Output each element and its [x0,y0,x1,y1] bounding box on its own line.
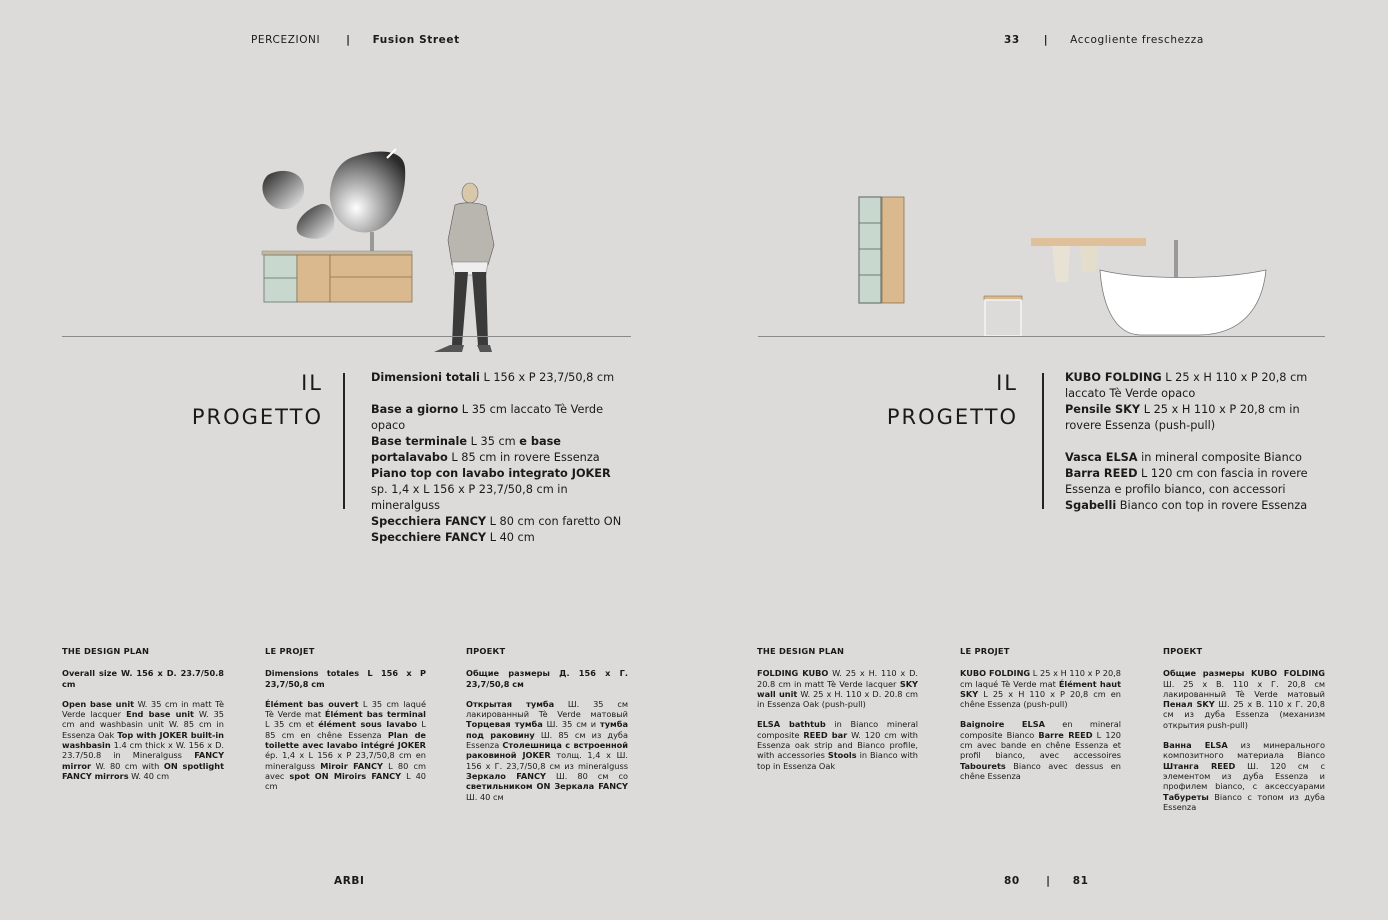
term-detail: Ш. 35 см и [542,719,600,730]
term-detail: Ш. 85 см из дуба Essenza [466,729,628,751]
term-detail: Ш. 35 см лакированный Tè Verde матовый [466,698,628,720]
spec-item [371,466,628,514]
spacer [62,689,224,699]
page-number-left: 80 [1004,875,1020,887]
left-column-english [62,646,224,781]
bold-term: Зеркала FANCY [550,781,628,792]
term-detail: in mineral composite Bianco [1137,451,1302,464]
term-detail: L 156 x P 23,7/50,8 cm [479,371,615,384]
bold-term: Miroirs FANCY [328,770,402,781]
term-detail: in Bianco mineral composite [757,719,918,740]
brand-footer: ARBI [334,875,365,887]
spec-item [1065,498,1315,514]
left-column-russian [466,646,628,802]
spacer [960,709,1121,719]
bold-term: Штанга REED [1163,760,1236,771]
term-detail: L 40 cm [265,770,426,792]
bold-term: SKY wall unit [757,678,918,699]
column-heading: THE DESIGN PLAN [62,646,150,656]
spec-item [371,434,628,466]
right-column-english [757,646,918,771]
column-heading: ПРОЕКТ [466,646,506,656]
bold-term: Sgabelli [1065,499,1117,512]
bold-term: Piano top con lavabo integrato JOKER [371,467,611,480]
term-detail: 1.4 cm thick x W. 156 x D. 23.7/50.8 in Mineralguss [62,740,224,761]
bold-term: Open base unit [62,698,135,709]
term-detail: W. 120 cm with Essenza oak strip and Bianco profile, with accessories [757,729,918,761]
header-page-number: 33 [1004,34,1020,46]
right-floor-line [758,336,1325,337]
bold-term: Общие размеры Д. 156 x Г. 23,7/50,8 см [466,668,628,689]
spacer [1065,434,1315,450]
elsa-bathtub [1100,240,1266,335]
column-heading: LE PROJET [265,646,315,656]
bold-term: Baignoire ELSA [960,719,1045,730]
chapter-title: Accogliente freschezza [1070,34,1204,46]
title-line-2: PROGETTO [886,405,1018,429]
column-heading: LE PROJET [960,646,1010,656]
term-detail: L 80 cm con faretto ON [486,515,622,528]
bold-term: Пенал SKY [1163,699,1215,710]
footer-separator: | [1046,875,1051,887]
bold-term: Табуреты [1163,791,1209,802]
bold-term: Торцевая тумба [466,719,543,730]
sky-wall-unit [882,197,904,303]
spec-item [1065,466,1315,498]
bold-term: Élément bas ouvert [265,698,359,709]
section-label: PERCEZIONI [251,34,321,46]
bold-term: Base terminale [371,435,468,448]
header-separator: | [1043,34,1049,46]
term-detail: Ш. 40 см [466,791,504,802]
right-section-title [855,366,1018,434]
column-paragraph [265,699,426,792]
bold-term: Tabourets [960,760,1006,771]
term-detail: W. 40 cm [128,770,170,781]
spacer [466,689,628,699]
right-bathroom-elevation [0,0,1388,360]
bold-term: spot ON [289,770,329,781]
term-detail: W. 25 x H. 110 x D. 20.8 cm in Essenza Oak (push-pull) [757,688,918,710]
bold-term: светильником ON [466,781,551,792]
spacer [1163,730,1325,740]
column-heading: THE DESIGN PLAN [757,646,845,656]
spec-item [1065,402,1315,434]
term-detail: L 120 cm con fascia in rovere Essenza e profilo bianco, con accessori [1065,467,1308,496]
bold-term: Общие размеры KUBO FOLDING [1163,668,1325,679]
left-section-title [160,366,323,434]
spec-item [371,514,628,530]
term-detail: L 25 x H 110 x P 20,8 cm in rovere Essenza (push-pull) [1065,403,1300,432]
right-title-divider [1042,373,1044,509]
left-title-divider [343,373,345,509]
spacer [371,386,628,402]
term-detail: Bianco avec dessus en chêne Essenza [960,760,1121,781]
title-line-2: PROGETTO [191,405,323,429]
bold-term: FOLDING KUBO [757,668,829,679]
bold-term: FANCY mirrors [62,770,129,781]
term-detail: Bianco с топом из дуба Essenza [1163,791,1325,812]
term-detail: L 85 cm in rovere Essenza [447,451,600,464]
bold-term: Зеркало FANCY [466,770,546,781]
term-detail: W. 25 x H. 110 x D. 20.8 cm in matt Tè Verde lacquer [757,668,918,689]
column-heading: ПРОЕКТ [1163,646,1203,656]
term-detail: L 35 cm [467,435,520,448]
term-detail: L 40 cm [486,531,535,544]
left-spec-list [371,370,628,546]
bold-term: ON spotlight [163,760,224,771]
page-numbers [1004,875,1089,887]
bold-term: End base unit [120,709,194,720]
spec-item [371,402,628,434]
term-detail: Bianco con top in rovere Essenza [1116,499,1308,512]
column-paragraph [62,699,224,781]
term-detail: Ш. 25 x В. 110 x Г. 20,8 см лакированный Tè Verde матовый [1163,678,1325,699]
term-detail: en mineral composite Bianco [960,719,1121,740]
column-paragraph [466,668,628,689]
bold-term: Top with JOKER built-in washbasin [62,729,224,751]
column-paragraph [466,699,628,802]
bold-term: Dimensioni totali [371,371,480,384]
stool [984,296,1022,336]
bold-term: Pensile SKY [1065,403,1141,416]
bold-term: ELSA bathtub [757,719,826,730]
term-detail: L 25 x H 110 x P 20,8 cm laqué Tè Verde mat [960,668,1121,689]
term-detail: W. 35 cm in matt Tè Verde lacquer [62,698,224,720]
left-column-french [265,646,426,792]
spacer [265,689,426,699]
bold-term: Base a giorno [371,403,459,416]
spec-item [371,530,628,546]
term-detail: W. 80 cm with [91,760,164,771]
term-detail: Ш. 80 см со [545,770,628,781]
bold-term: Overall size W. 156 x D. 23.7/50.8 cm [62,668,224,689]
spec-item [1065,450,1315,466]
column-paragraph [960,719,1121,781]
bold-term: élément sous lavabo [318,719,418,730]
bold-term: Столешница с встроенной раковиной JOKER [466,740,628,761]
spec-item [1065,370,1315,402]
bold-term: Barre REED [1038,729,1093,740]
term-detail: L 25 x H 110 x P 20,8 cm en chêne Essenza (push-pull) [960,688,1121,710]
bold-term: Dimensions totales L 156 x P 23,7/50,8 cm [265,668,426,689]
term-detail: L 35 cm laccato Tè Verde opaco [371,403,604,432]
header-separator: | [346,34,351,46]
term-detail: W. 35 cm and washbasin unit W. 85 cm in Essenza Oak [62,709,224,740]
title-line-1: IL [301,371,323,395]
term-detail: L 35 cm et [265,719,319,730]
kubo-folding-cabinet [859,197,881,303]
bold-term: Élément bas terminal [324,709,426,720]
term-detail: из минерального композитного материала Bianco [1163,740,1326,761]
bold-term: Miroir FANCY [320,760,383,771]
column-paragraph [1163,740,1325,812]
column-paragraph [960,668,1121,709]
term-detail: in Bianco with top in Essenza Oak [757,750,918,771]
bold-term: тумба под раковину [466,719,628,740]
term-detail: ép. 1,4 x L 156 x P 23,7/50,8 cm en mineralguss [265,750,426,771]
term-detail: Ш. 25 x В. 110 x Г. 20,8 см из дуба Essenza (механизм открытия push-pull) [1163,699,1325,730]
column-paragraph [757,668,918,709]
bold-term: Barra REED [1065,467,1138,480]
bold-term: REED bar [803,729,848,740]
column-paragraph [1163,668,1325,730]
term-detail: L 25 x H 110 x P 20,8 cm laccato Tè Verde opaco [1065,371,1308,400]
page-number-right: 81 [1072,875,1089,887]
bold-term: KUBO FOLDING [1065,371,1162,384]
term-detail: L 80 cm avec [265,760,427,781]
bold-term: KUBO FOLDING [960,668,1031,679]
term-detail: L 120 cm avec bande en chêne Essenza et profil bianco, avec accessoires [960,729,1122,761]
term-detail: толщ. 1,4 x Ш. 156 x Г. 23,7/50,8 см из mineralguss [466,750,629,771]
column-paragraph [62,668,224,689]
term-detail: sp. 1,4 x L 156 x P 23,7/50,8 cm in mineralguss [371,483,568,512]
right-spec-list [1065,370,1315,514]
bold-term: Plan de toilette avec lavabo intégré JOKER [265,729,426,751]
bold-term: Specchiera FANCY [371,515,487,528]
title-line-1: IL [996,371,1018,395]
term-detail: Ш. 120 см с элементом из дуба Essenza и профилем bianco, с аксессуарами [1163,760,1326,792]
bold-term: Élément haut SKY [960,678,1121,699]
right-column-russian [1163,646,1325,812]
spec-item [371,370,628,386]
bold-term: Specchiere FANCY [371,531,487,544]
bold-term: Vasca ELSA [1065,451,1138,464]
collection-title: Fusion Street [372,34,460,46]
bold-term: Открытая тумба [466,698,555,709]
bold-term: Ванна ELSA [1163,740,1228,751]
column-paragraph [757,719,918,770]
column-paragraph [265,668,426,689]
term-detail: L 85 cm en chêne Essenza [265,719,426,740]
bold-term: e base portalavabo [371,435,561,464]
spacer [757,709,918,719]
term-detail: L 35 cm laqué Tè Verde mat [265,698,426,720]
right-column-french [960,646,1121,781]
bold-term: FANCY mirror [62,750,224,771]
bold-term: Stools [827,750,857,761]
